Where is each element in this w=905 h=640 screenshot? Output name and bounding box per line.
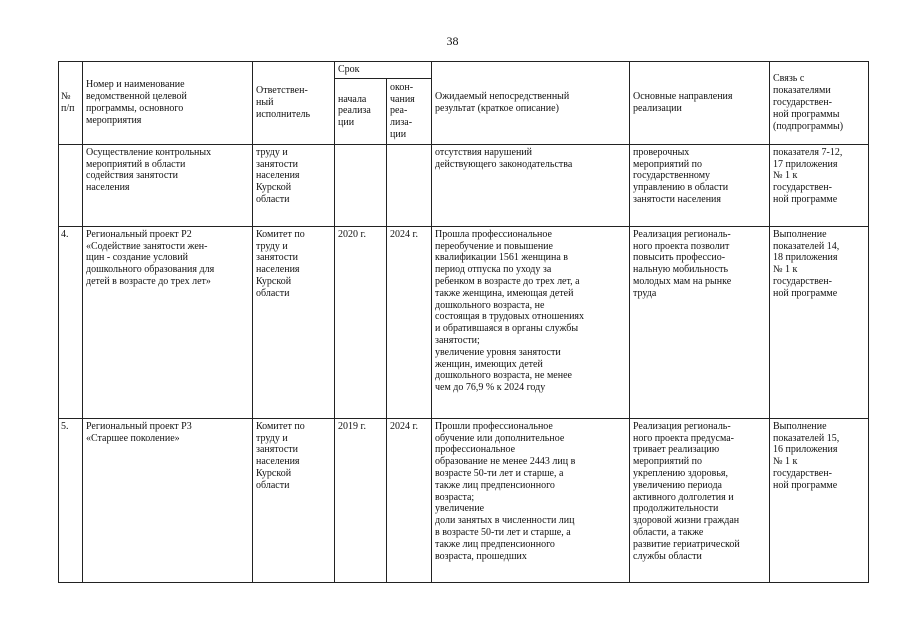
header-end: окон- чания реа- лиза- ции [387,78,432,144]
table-row [59,418,869,582]
cell-end [387,144,432,226]
header-directions: Основные направления реализации [630,62,770,145]
cell-name: Региональный проект Р3 «Старшее поколение» [83,418,253,582]
cell-num [59,144,83,226]
header-term: Срок [335,62,432,79]
cell-end: 2024 г. [387,418,432,582]
cell-result: отсутствия нарушений действующего законодательства [432,144,630,226]
cell-link: показателя 7-12, 17 приложения № 1 к государствен- ной программе [770,144,869,226]
cell-directions: проверочных мероприятий по государственному управлению в области занятости населения [630,144,770,226]
cell-link: Выполнение показателей 15, 16 приложения № 1 к государствен- ной программе [770,418,869,582]
cell-result: Прошли профессиональное обучение или дополнительное профессиональное образование не менее 2443 лиц в возрасте 50-ти лет и старше, а также лиц предпенсионного возраста; увеличение доли занятых в численности лиц в возрасте 50-ти лет и старше, а также лиц предпенсионного возраста, прошедших [432,418,630,582]
cell-responsible: Комитет по труду и занятости населения Курской области [253,418,335,582]
program-table [58,61,869,583]
cell-start: 2019 г. [335,418,387,582]
cell-directions: Реализация региональ- ного проекта позволит повысить профессио- нальную мобильность молодых мам на рынке труда [630,226,770,418]
cell-name: Региональный проект Р2 «Содействие занятости жен- щин - создание условий дошкольного образования для детей в возрасте до трех лет» [83,226,253,418]
cell-num: 4. [59,226,83,418]
table-row [59,226,869,418]
cell-start: 2020 г. [335,226,387,418]
header-responsible: Ответствен- ный исполнитель [253,62,335,145]
cell-end: 2024 г. [387,226,432,418]
cell-link: Выполнение показателей 14, 18 приложения № 1 к государствен- ной программе [770,226,869,418]
header-name: Номер и наименование ведомственной целевой программы, основного мероприятия [83,62,253,145]
cell-responsible: Комитет по труду и занятости населения Курской области [253,226,335,418]
page-number: 38 [446,34,459,48]
header-link: Связь с показателями государствен- ной программы (подпрограммы) [770,62,869,145]
header-num: № п/п [59,62,83,145]
cell-name: Осуществление контрольных мероприятий в области содействия занятости населения [83,144,253,226]
table-row [59,144,869,226]
header-start: начала реализа ции [335,78,387,144]
cell-num: 5. [59,418,83,582]
cell-start [335,144,387,226]
cell-responsible: труду и занятости населения Курской области [253,144,335,226]
cell-result: Прошла профессиональное переобучение и повышение квалификации 1561 женщина в период отпуска по уходу за ребенком в возрасте до трех лет, а также женщина, имеющая детей дошкольного возраста, не состоящая в трудовых отношениях и обратившаяся в органы службы занятости; увеличение уровня занятости женщин, имеющих детей дошкольного возраста, не менее чем до 76,9 % к 2024 году [432,226,630,418]
header-result: Ожидаемый непосредственный результат (краткое описание) [432,62,630,145]
cell-directions: Реализация региональ- ного проекта предусма- тривает реализацию мероприятий по укреплению здоровья, увеличению периода активного долголетия и продолжительности здоровой жизни граждан области, а также развитие гериатрической службы области [630,418,770,582]
